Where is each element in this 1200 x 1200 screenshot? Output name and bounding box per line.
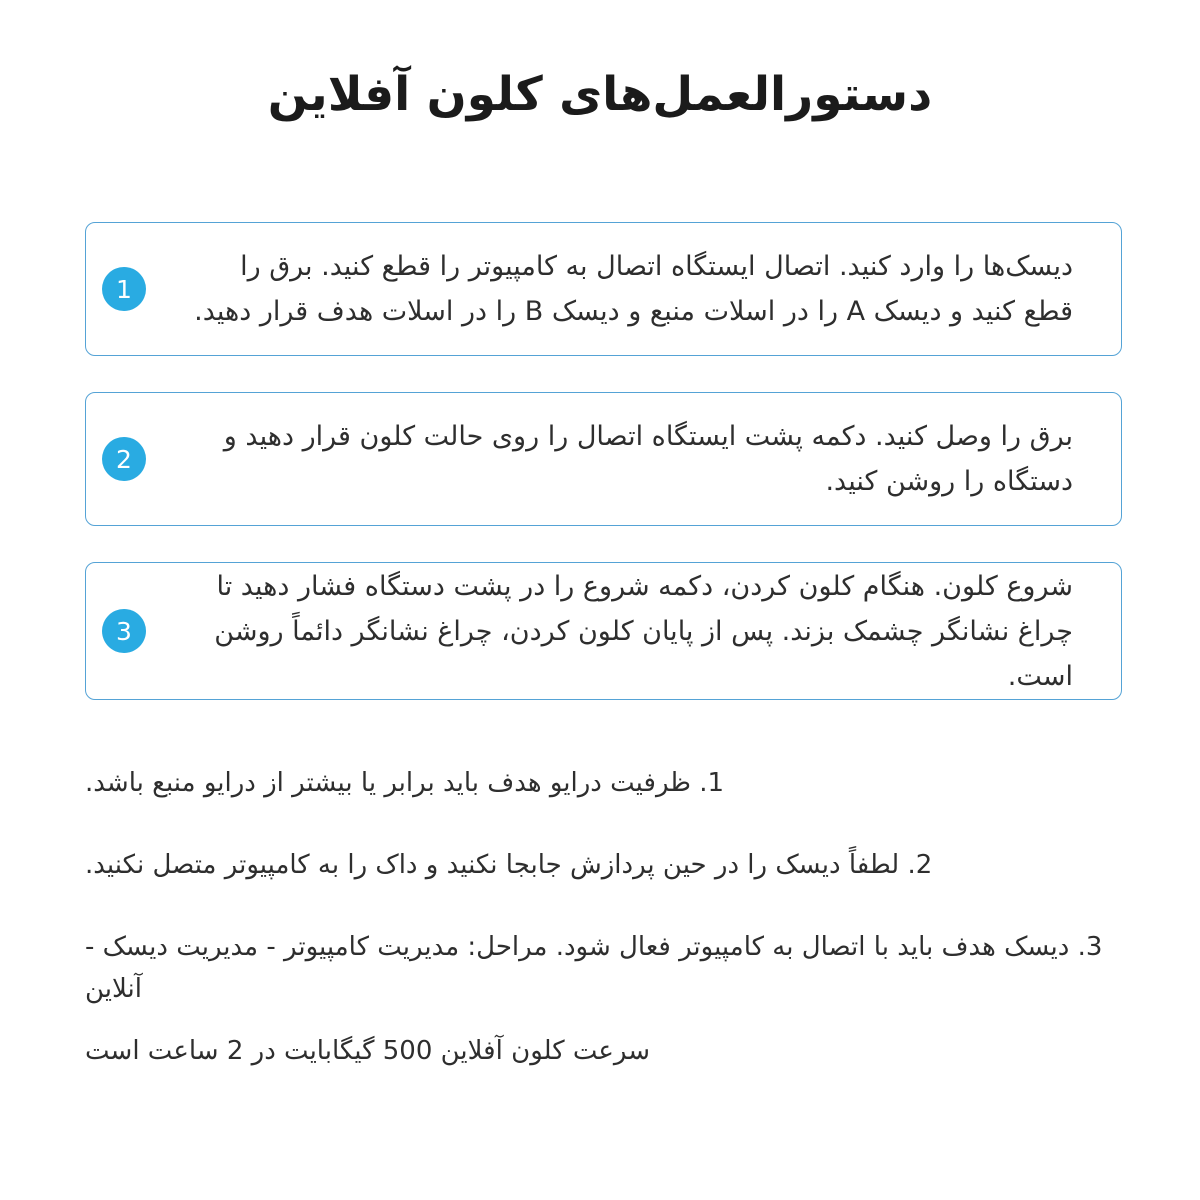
step-3-number-badge: 3 — [102, 609, 146, 653]
page-title: دستورالعمل‌های کلون آفلاین — [267, 67, 933, 122]
step-box-3 — [85, 562, 1122, 700]
step-2-text: برق را وصل کنید. دکمه پشت ایستگاه اتصال را روی حالت کلون قرار دهید و دستگاه را روشن کنید. — [223, 421, 1073, 497]
note-item-1: 1. ظرفیت درایو هدف باید برابر یا بیشتر از درایو منبع باشد. — [85, 768, 725, 798]
step-3-text: شروع کلون. هنگام کلون کردن، دکمه شروع را در پشت دستگاه فشار دهید تا چراغ نشانگر چشمک بزند. پس از پایان کلون کردن، چراغ نشانگر دائماً روشن است. — [214, 570, 1073, 692]
clone-speed-note: سرعت کلون آفلاین 500 گیگابایت در 2 ساعت است — [85, 1036, 651, 1066]
step-2-number-badge: 2 — [102, 437, 146, 481]
notes-section — [85, 762, 1122, 1010]
step-1-text: دیسک‌ها را وارد کنید. اتصال ایستگاه اتصال به کامپیوتر را قطع کنید. برق را قطع کنید و دیسک A را در اسلات منبع و دیسک B را در اسلات هدف قرار دهید. — [194, 251, 1073, 327]
step-box-2 — [85, 392, 1122, 526]
step-box-1 — [85, 222, 1122, 356]
steps-list — [85, 222, 1122, 700]
step-1-number-badge: 1 — [102, 267, 146, 311]
note-item-2: 2. لطفاً دیسک را در حین پردازش جابجا نکنید و داک را به کامپیوتر متصل نکنید. — [85, 850, 933, 880]
note-item-3: 3. دیسک هدف باید با اتصال به کامپیوتر فعال شود. مراحل: مدیریت کامپیوتر - مدیریت دیسک - آنلاین — [85, 932, 1103, 1004]
